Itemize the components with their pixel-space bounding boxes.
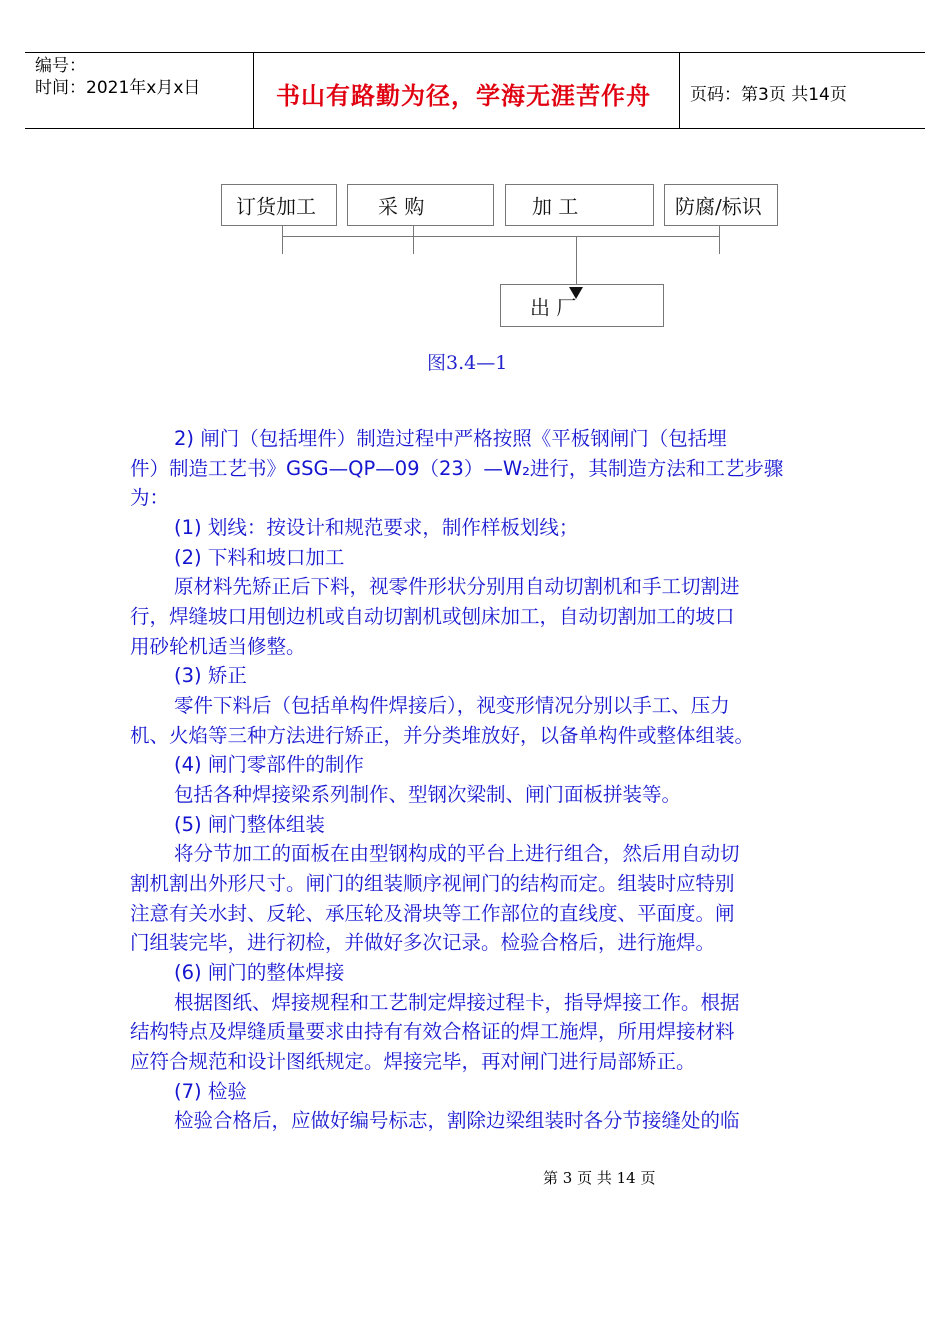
list-heading: (1) 划线：按设计和规范要求，制作样板划线； (174, 516, 579, 539)
flow-box-purchase (347, 184, 494, 226)
paragraph-line: 根据图纸、焊接规程和工艺制定焊接过程卡，指导焊接工作。根据 (174, 991, 740, 1014)
flow-box-label: 订货加工 (236, 194, 316, 219)
arrow-down-icon (568, 286, 584, 300)
paragraph-line: 件）制造工艺书》GSG—QP—09（23）—W₂进行，其制造方法和工艺步骤 (130, 457, 784, 480)
connector-tick (282, 226, 283, 254)
header-divider-2 (679, 52, 680, 128)
flow-box-label: 采 购 (378, 194, 425, 219)
list-heading: (4) 闸门零部件的制作 (174, 753, 364, 776)
header-motto: 书山有路勤为径，学海无涯苦作舟 (276, 81, 651, 110)
paragraph-line: 注意有关水封、反轮、承压轮及滑块等工作部位的直线度、平面度。闸 (130, 902, 735, 925)
paragraph-line: 割机割出外形尺寸。闸门的组装顺序视闸门的结构而定。组装时应特别 (130, 872, 735, 895)
paragraph-line: 零件下料后（包括单构件焊接后），视变形情况分别以手工、压力 (174, 694, 730, 717)
paragraph-line: 行，焊缝坡口用刨边机或自动切割机或刨床加工，自动切割加工的坡口 (130, 605, 735, 628)
paragraph-line: 用砂轮机适当修整。 (130, 635, 306, 658)
flow-box-label: 出 厂 (530, 295, 577, 319)
page-footer: 第 3 页 共 14 页 (543, 1169, 656, 1187)
list-heading: (6) 闸门的整体焊接 (174, 961, 345, 984)
flow-box-process (505, 184, 654, 226)
header-bottom-rule (25, 128, 925, 129)
serial-label: 编号： (35, 56, 86, 76)
flow-box-anticorrosion (664, 184, 778, 226)
connector-tick (413, 226, 414, 254)
paragraph-line: 原材料先矫正后下料，视零件形状分别用自动切割机和手工切割进 (174, 575, 740, 598)
list-heading: (7) 检验 (174, 1080, 247, 1103)
list-heading: (5) 闸门整体组装 (174, 813, 325, 836)
figure-caption: 图3.4—1 (427, 352, 508, 374)
list-heading: (3) 矫正 (174, 664, 247, 687)
header-top-rule (25, 52, 925, 53)
list-heading: (2) 下料和坡口加工 (174, 546, 345, 569)
paragraph-line: 机、火焰等三种方法进行矫正，并分类堆放好，以备单构件或整体组装。 (130, 724, 755, 747)
paragraph-line: 检验合格后，应做好编号标志，割除边梁组装时各分节接缝处的临 (174, 1109, 740, 1132)
connector-line (282, 236, 719, 237)
paragraph-line: 将分节加工的面板在由型钢构成的平台上进行组合，然后用自动切 (174, 842, 740, 865)
header-divider-1 (253, 52, 254, 128)
paragraph-line: 应符合规范和设计图纸规定。焊接完毕，再对闸门进行局部矫正。 (130, 1050, 696, 1073)
paragraph-line: 为： (130, 486, 170, 509)
time-label: 时间：2021年x月x日 (35, 78, 201, 98)
arrow-shaft (576, 236, 577, 290)
paragraph-line: 门组装完毕，进行初检，并做好多次记录。检验合格后，进行施焊。 (130, 931, 716, 954)
paragraph-line: 包括各种焊接梁系列制作、型钢次梁制、闸门面板拼装等。 (174, 783, 682, 806)
paragraph-line: 结构特点及焊缝质量要求由持有有效合格证的焊工施焊，所用焊接材料 (130, 1020, 735, 1043)
header-page-info: 页码：第3页 共14页 (690, 85, 847, 105)
flow-box-label: 加 工 (532, 194, 579, 219)
flow-box-order (221, 184, 337, 226)
paragraph-line: 2) 闸门（包括埋件）制造过程中严格按照《平板钢闸门（包括埋 (174, 427, 727, 450)
flow-box-label: 防腐/标识 (675, 194, 762, 219)
connector-tick (719, 226, 720, 254)
